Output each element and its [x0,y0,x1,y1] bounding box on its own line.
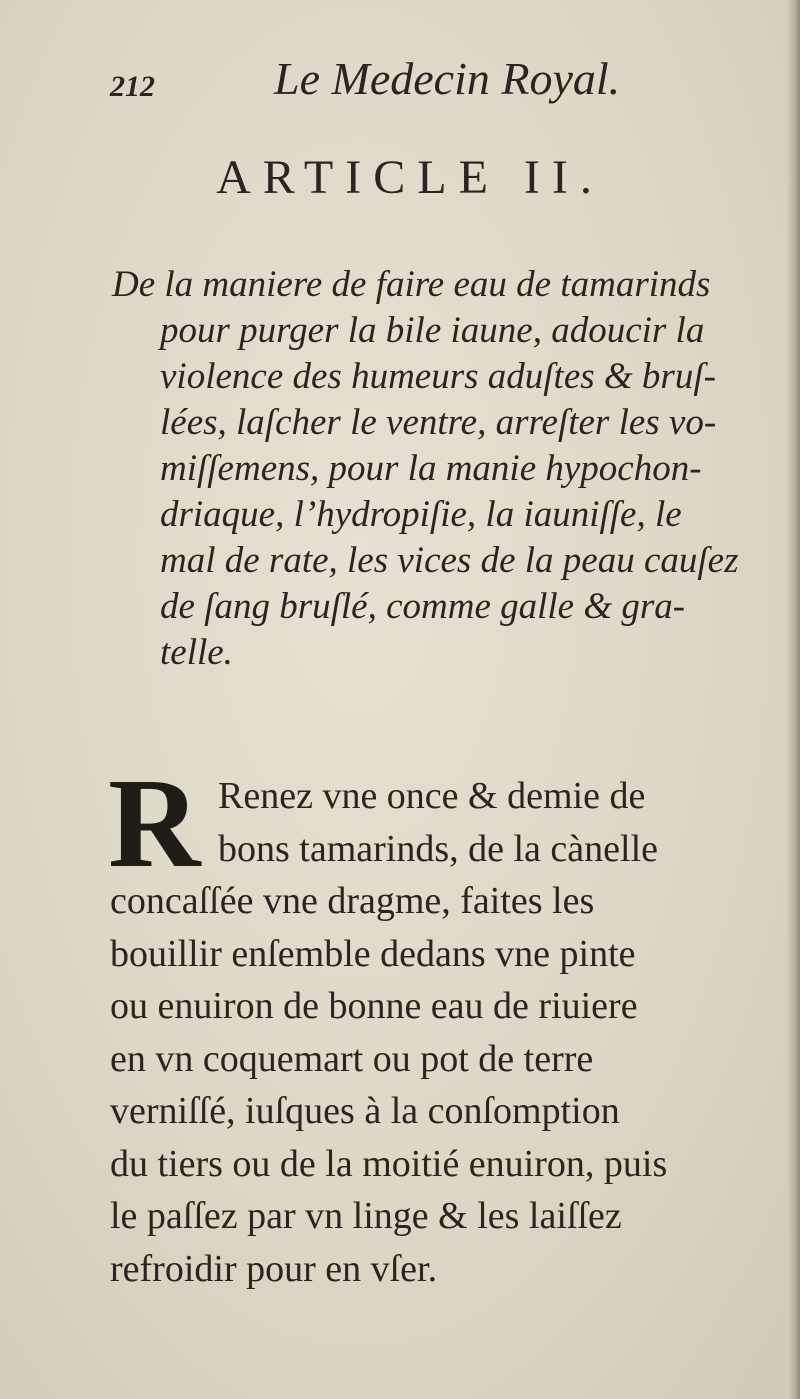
summary-line: de ſang bruſlé, comme galle & gra- [160,586,686,627]
article-body [108,752,770,1295]
body-line: bouillir enſemble dedans vne pinte [110,932,636,975]
summary-line: violence des humeurs aduſtes & bruſ- [160,356,716,397]
page-edge [786,0,800,1399]
summary-line: lées, laſcher le ventre, arreſter les vo- [160,402,717,443]
summary-line: telle. [160,632,233,673]
article-summary [112,262,772,676]
body-line: refroidir pour en vſer. [110,1247,438,1290]
article-heading: ARTICLE II. [216,151,604,204]
running-title: Le Medecin Royal. [274,53,621,104]
drop-cap: R [108,752,201,894]
body-line: en vn coquemart ou pot de terre [110,1037,594,1080]
summary-line: driaque, l’hydropiſie, la iauniſſe, le [160,494,682,535]
body-line: verniſſé, iuſques à la conſomption [110,1090,620,1132]
body-line: ou enuiron de bonne eau de riuiere [110,985,638,1027]
summary-line: mal de rate, les vices de la peau cauſez [160,540,739,581]
body-line: du tiers ou de la moitié enuiron, puis [110,1142,668,1185]
body-line: concaſſée vne dragme, faites les [110,880,595,922]
page-number: 212 [110,70,155,103]
summary-line: De la maniere de faire eau de tamarinds [112,264,711,305]
body-line: bons tamarinds, de la cànelle [218,827,659,870]
summary-line: miſſemens, pour la manie hypochon- [160,448,702,489]
body-line: Renez vne once & demie de [218,775,646,817]
running-head [110,52,710,112]
body-line: le paſſez par vn linge & les laiſſez [110,1195,622,1237]
summary-line: pour purger la bile iaune, adoucir la [160,310,705,351]
